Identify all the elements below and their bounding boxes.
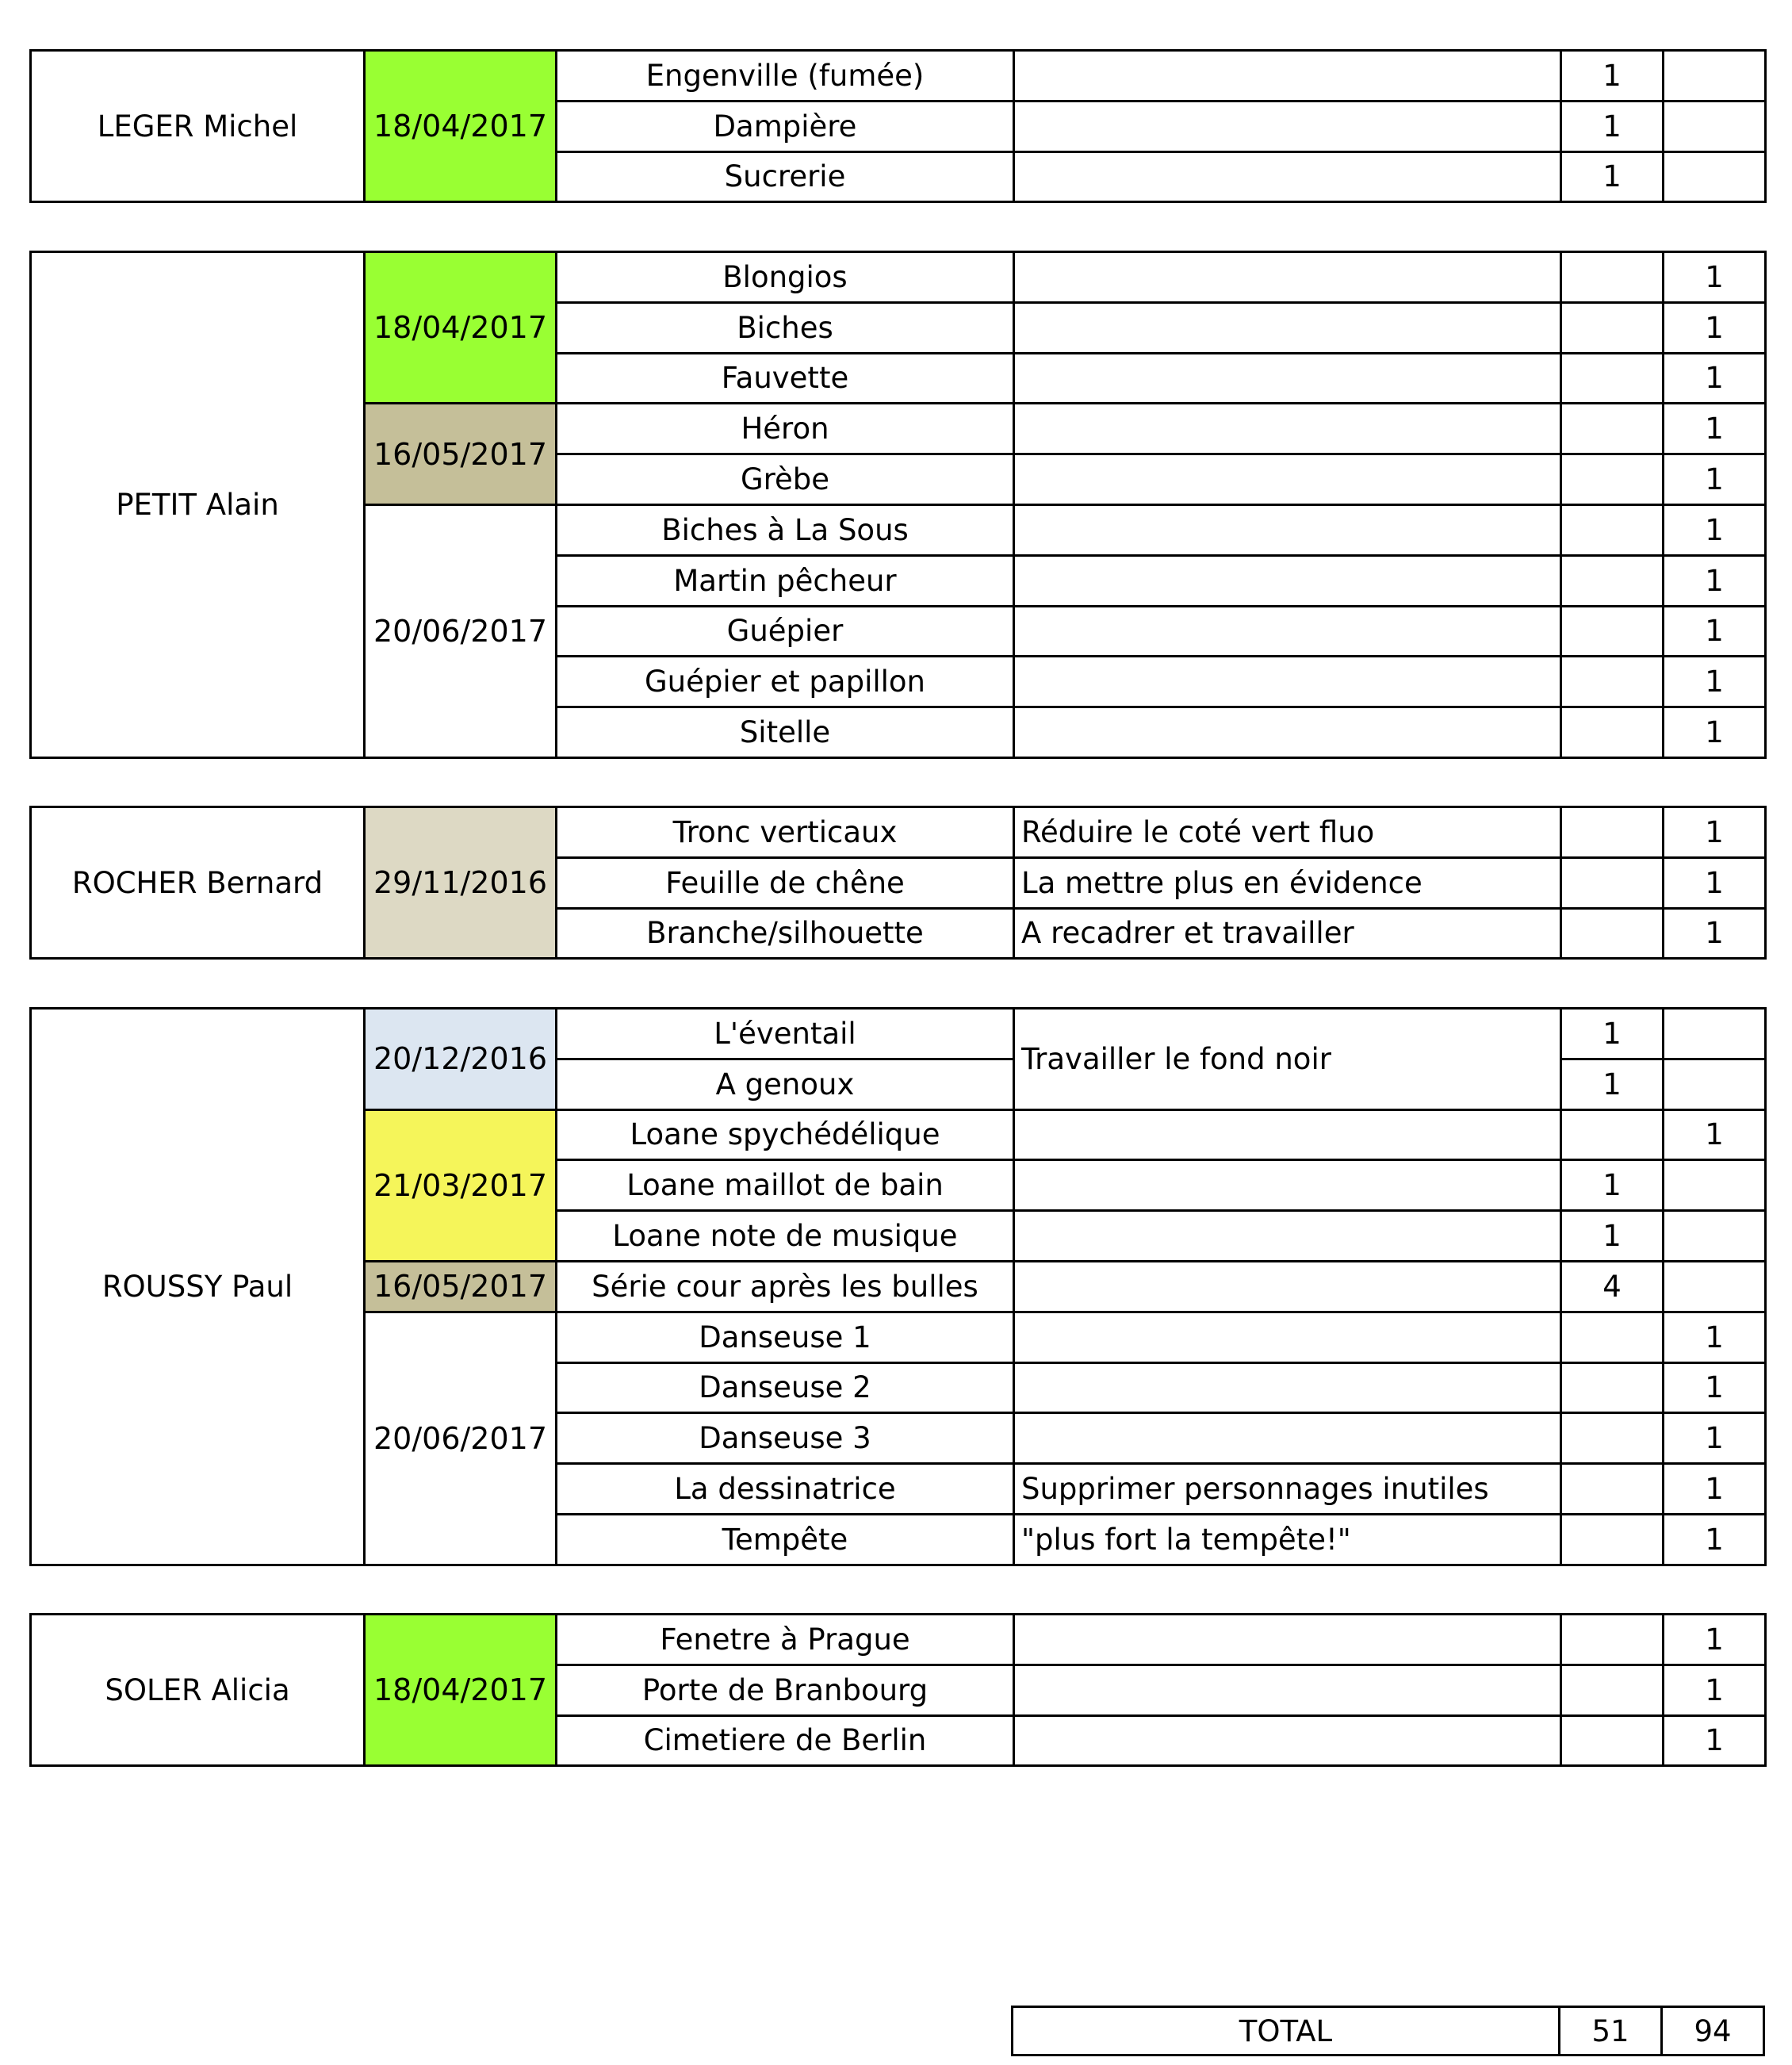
- count-cell-2: [1664, 101, 1766, 151]
- count-cell-1: [1561, 302, 1664, 353]
- count-cell-1: 1: [1561, 1009, 1664, 1059]
- remark-cell: [1014, 1413, 1561, 1464]
- photo-title: Loane spychédélique: [557, 1109, 1014, 1160]
- photo-title: Fauvette: [557, 353, 1014, 404]
- photo-title: Série cour après les bulles: [557, 1261, 1014, 1312]
- photo-title: Danseuse 1: [557, 1312, 1014, 1362]
- person-name: PETIT Alain: [31, 252, 365, 758]
- count-cell-1: [1561, 908, 1664, 959]
- count-cell-1: 1: [1561, 101, 1664, 151]
- photo-title: Loane note de musique: [557, 1211, 1014, 1262]
- photo-title: Feuille de chêne: [557, 857, 1014, 908]
- remark-cell: [1014, 1615, 1561, 1665]
- count-cell-2: [1664, 1009, 1766, 1059]
- count-cell-1: [1561, 1464, 1664, 1515]
- photo-title: Engenville (fumée): [557, 51, 1014, 102]
- table-row: [31, 252, 1766, 303]
- photo-title: Grèbe: [557, 454, 1014, 505]
- session-date: 18/04/2017: [365, 1615, 557, 1766]
- remark-cell: [1014, 707, 1561, 758]
- remark-cell: [1014, 101, 1561, 151]
- table-row: [31, 1615, 1766, 1665]
- photo-title: Sitelle: [557, 707, 1014, 758]
- total-count-1: 51: [1560, 2007, 1662, 2055]
- remark-cell: [1014, 404, 1561, 454]
- remark-cell: [1014, 1715, 1561, 1766]
- photo-title: Danseuse 3: [557, 1413, 1014, 1464]
- photo-title: Tronc verticaux: [557, 807, 1014, 858]
- count-cell-2: 1: [1664, 1464, 1766, 1515]
- remark-cell: [1014, 1109, 1561, 1160]
- remark-cell: Réduire le coté vert fluo: [1014, 807, 1561, 858]
- count-cell-2: 1: [1664, 504, 1766, 555]
- count-cell-1: [1561, 404, 1664, 454]
- remark-cell: [1014, 252, 1561, 303]
- count-cell-2: 1: [1664, 353, 1766, 404]
- remark-cell: [1014, 657, 1561, 707]
- remark-cell: [1014, 353, 1561, 404]
- remark-cell: La mettre plus en évidence: [1014, 857, 1561, 908]
- session-date: 16/05/2017: [365, 404, 557, 505]
- count-cell-2: 1: [1664, 807, 1766, 858]
- group-table: [29, 806, 1767, 960]
- count-cell-1: [1561, 1665, 1664, 1715]
- remark-cell: [1014, 555, 1561, 606]
- group-table: [29, 49, 1767, 203]
- photo-title: Héron: [557, 404, 1014, 454]
- count-cell-2: 1: [1664, 1362, 1766, 1413]
- count-cell-1: 1: [1561, 51, 1664, 102]
- count-cell-1: [1561, 1413, 1664, 1464]
- remark-cell: Travailler le fond noir: [1014, 1009, 1561, 1110]
- total-row: [1013, 2007, 1764, 2055]
- session-date: 20/12/2016: [365, 1009, 557, 1110]
- person-name: LEGER Michel: [31, 51, 365, 202]
- count-cell-2: 1: [1664, 1615, 1766, 1665]
- count-cell-2: [1664, 1261, 1766, 1312]
- count-cell-2: 1: [1664, 707, 1766, 758]
- photo-title: Danseuse 2: [557, 1362, 1014, 1413]
- count-cell-2: [1664, 1160, 1766, 1211]
- count-cell-1: [1561, 1312, 1664, 1362]
- remark-cell: [1014, 1211, 1561, 1262]
- remark-cell: [1014, 51, 1561, 102]
- count-cell-1: 1: [1561, 1211, 1664, 1262]
- count-cell-1: [1561, 353, 1664, 404]
- remark-cell: [1014, 1261, 1561, 1312]
- remark-cell: [1014, 302, 1561, 353]
- remark-cell: [1014, 454, 1561, 505]
- photo-title: Biches à La Sous: [557, 504, 1014, 555]
- remark-cell: [1014, 1312, 1561, 1362]
- remark-cell: [1014, 504, 1561, 555]
- count-cell-2: [1664, 1059, 1766, 1109]
- remark-cell: A recadrer et travailler: [1014, 908, 1561, 959]
- photo-title: Branche/silhouette: [557, 908, 1014, 959]
- count-cell-2: 1: [1664, 1312, 1766, 1362]
- count-cell-1: 4: [1561, 1261, 1664, 1312]
- count-cell-1: [1561, 807, 1664, 858]
- count-cell-2: 1: [1664, 606, 1766, 657]
- photo-title: Porte de Branbourg: [557, 1665, 1014, 1715]
- photo-title: Guépier: [557, 606, 1014, 657]
- photo-title: Fenetre à Prague: [557, 1615, 1014, 1665]
- count-cell-2: [1664, 151, 1766, 202]
- session-date: 18/04/2017: [365, 252, 557, 404]
- count-cell-1: 1: [1561, 1160, 1664, 1211]
- count-cell-2: 1: [1664, 454, 1766, 505]
- group-table: [29, 1007, 1767, 1566]
- count-cell-2: 1: [1664, 857, 1766, 908]
- count-cell-2: 1: [1664, 908, 1766, 959]
- count-cell-2: 1: [1664, 1109, 1766, 1160]
- count-cell-2: 1: [1664, 302, 1766, 353]
- count-cell-2: [1664, 51, 1766, 102]
- count-cell-1: [1561, 1514, 1664, 1565]
- remark-cell: [1014, 1160, 1561, 1211]
- remark-cell: Supprimer personnages inutiles: [1014, 1464, 1561, 1515]
- remark-cell: "plus fort la tempête!": [1014, 1514, 1561, 1565]
- remark-cell: [1014, 1362, 1561, 1413]
- session-date: 20/06/2017: [365, 504, 557, 757]
- total-count-2: 94: [1662, 2007, 1764, 2055]
- count-cell-2: 1: [1664, 555, 1766, 606]
- count-cell-1: 1: [1561, 151, 1664, 202]
- group-table: [29, 251, 1767, 759]
- photo-title: Sucrerie: [557, 151, 1014, 202]
- count-cell-1: [1561, 1715, 1664, 1766]
- table-row: [31, 1009, 1766, 1059]
- remark-cell: [1014, 151, 1561, 202]
- photo-title: Martin pêcheur: [557, 555, 1014, 606]
- count-cell-1: [1561, 555, 1664, 606]
- photo-title: La dessinatrice: [557, 1464, 1014, 1515]
- count-cell-1: [1561, 1615, 1664, 1665]
- count-cell-2: [1664, 1211, 1766, 1262]
- count-cell-2: 1: [1664, 1514, 1766, 1565]
- group-table: [29, 1613, 1767, 1767]
- count-cell-1: [1561, 1109, 1664, 1160]
- session-date: 20/06/2017: [365, 1312, 557, 1565]
- count-cell-2: 1: [1664, 404, 1766, 454]
- count-cell-2: 1: [1664, 657, 1766, 707]
- count-cell-2: 1: [1664, 1413, 1766, 1464]
- session-date: 21/03/2017: [365, 1109, 557, 1261]
- photo-title: L'éventail: [557, 1009, 1014, 1059]
- count-cell-1: [1561, 657, 1664, 707]
- photo-title: Loane maillot de bain: [557, 1160, 1014, 1211]
- photo-title: Biches: [557, 302, 1014, 353]
- count-cell-1: [1561, 606, 1664, 657]
- remark-cell: [1014, 1665, 1561, 1715]
- photo-title: Tempête: [557, 1514, 1014, 1565]
- count-cell-1: [1561, 857, 1664, 908]
- count-cell-2: 1: [1664, 252, 1766, 303]
- table-row: [31, 807, 1766, 858]
- total-table: [1011, 2006, 1765, 2056]
- photo-title: Dampière: [557, 101, 1014, 151]
- person-name: SOLER Alicia: [31, 1615, 365, 1766]
- total-label: TOTAL: [1013, 2007, 1560, 2055]
- count-cell-2: 1: [1664, 1715, 1766, 1766]
- photo-title: A genoux: [557, 1059, 1014, 1109]
- session-date: 29/11/2016: [365, 807, 557, 959]
- session-date: 18/04/2017: [365, 51, 557, 202]
- photo-title: Guépier et papillon: [557, 657, 1014, 707]
- count-cell-1: 1: [1561, 1059, 1664, 1109]
- count-cell-1: [1561, 454, 1664, 505]
- person-name: ROUSSY Paul: [31, 1009, 365, 1565]
- count-cell-1: [1561, 252, 1664, 303]
- count-cell-1: [1561, 1362, 1664, 1413]
- session-date: 16/05/2017: [365, 1261, 557, 1312]
- photo-title: Blongios: [557, 252, 1014, 303]
- remark-cell: [1014, 606, 1561, 657]
- count-cell-1: [1561, 504, 1664, 555]
- count-cell-2: 1: [1664, 1665, 1766, 1715]
- table-row: [31, 51, 1766, 102]
- person-name: ROCHER Bernard: [31, 807, 365, 959]
- count-cell-1: [1561, 707, 1664, 758]
- photo-title: Cimetiere de Berlin: [557, 1715, 1014, 1766]
